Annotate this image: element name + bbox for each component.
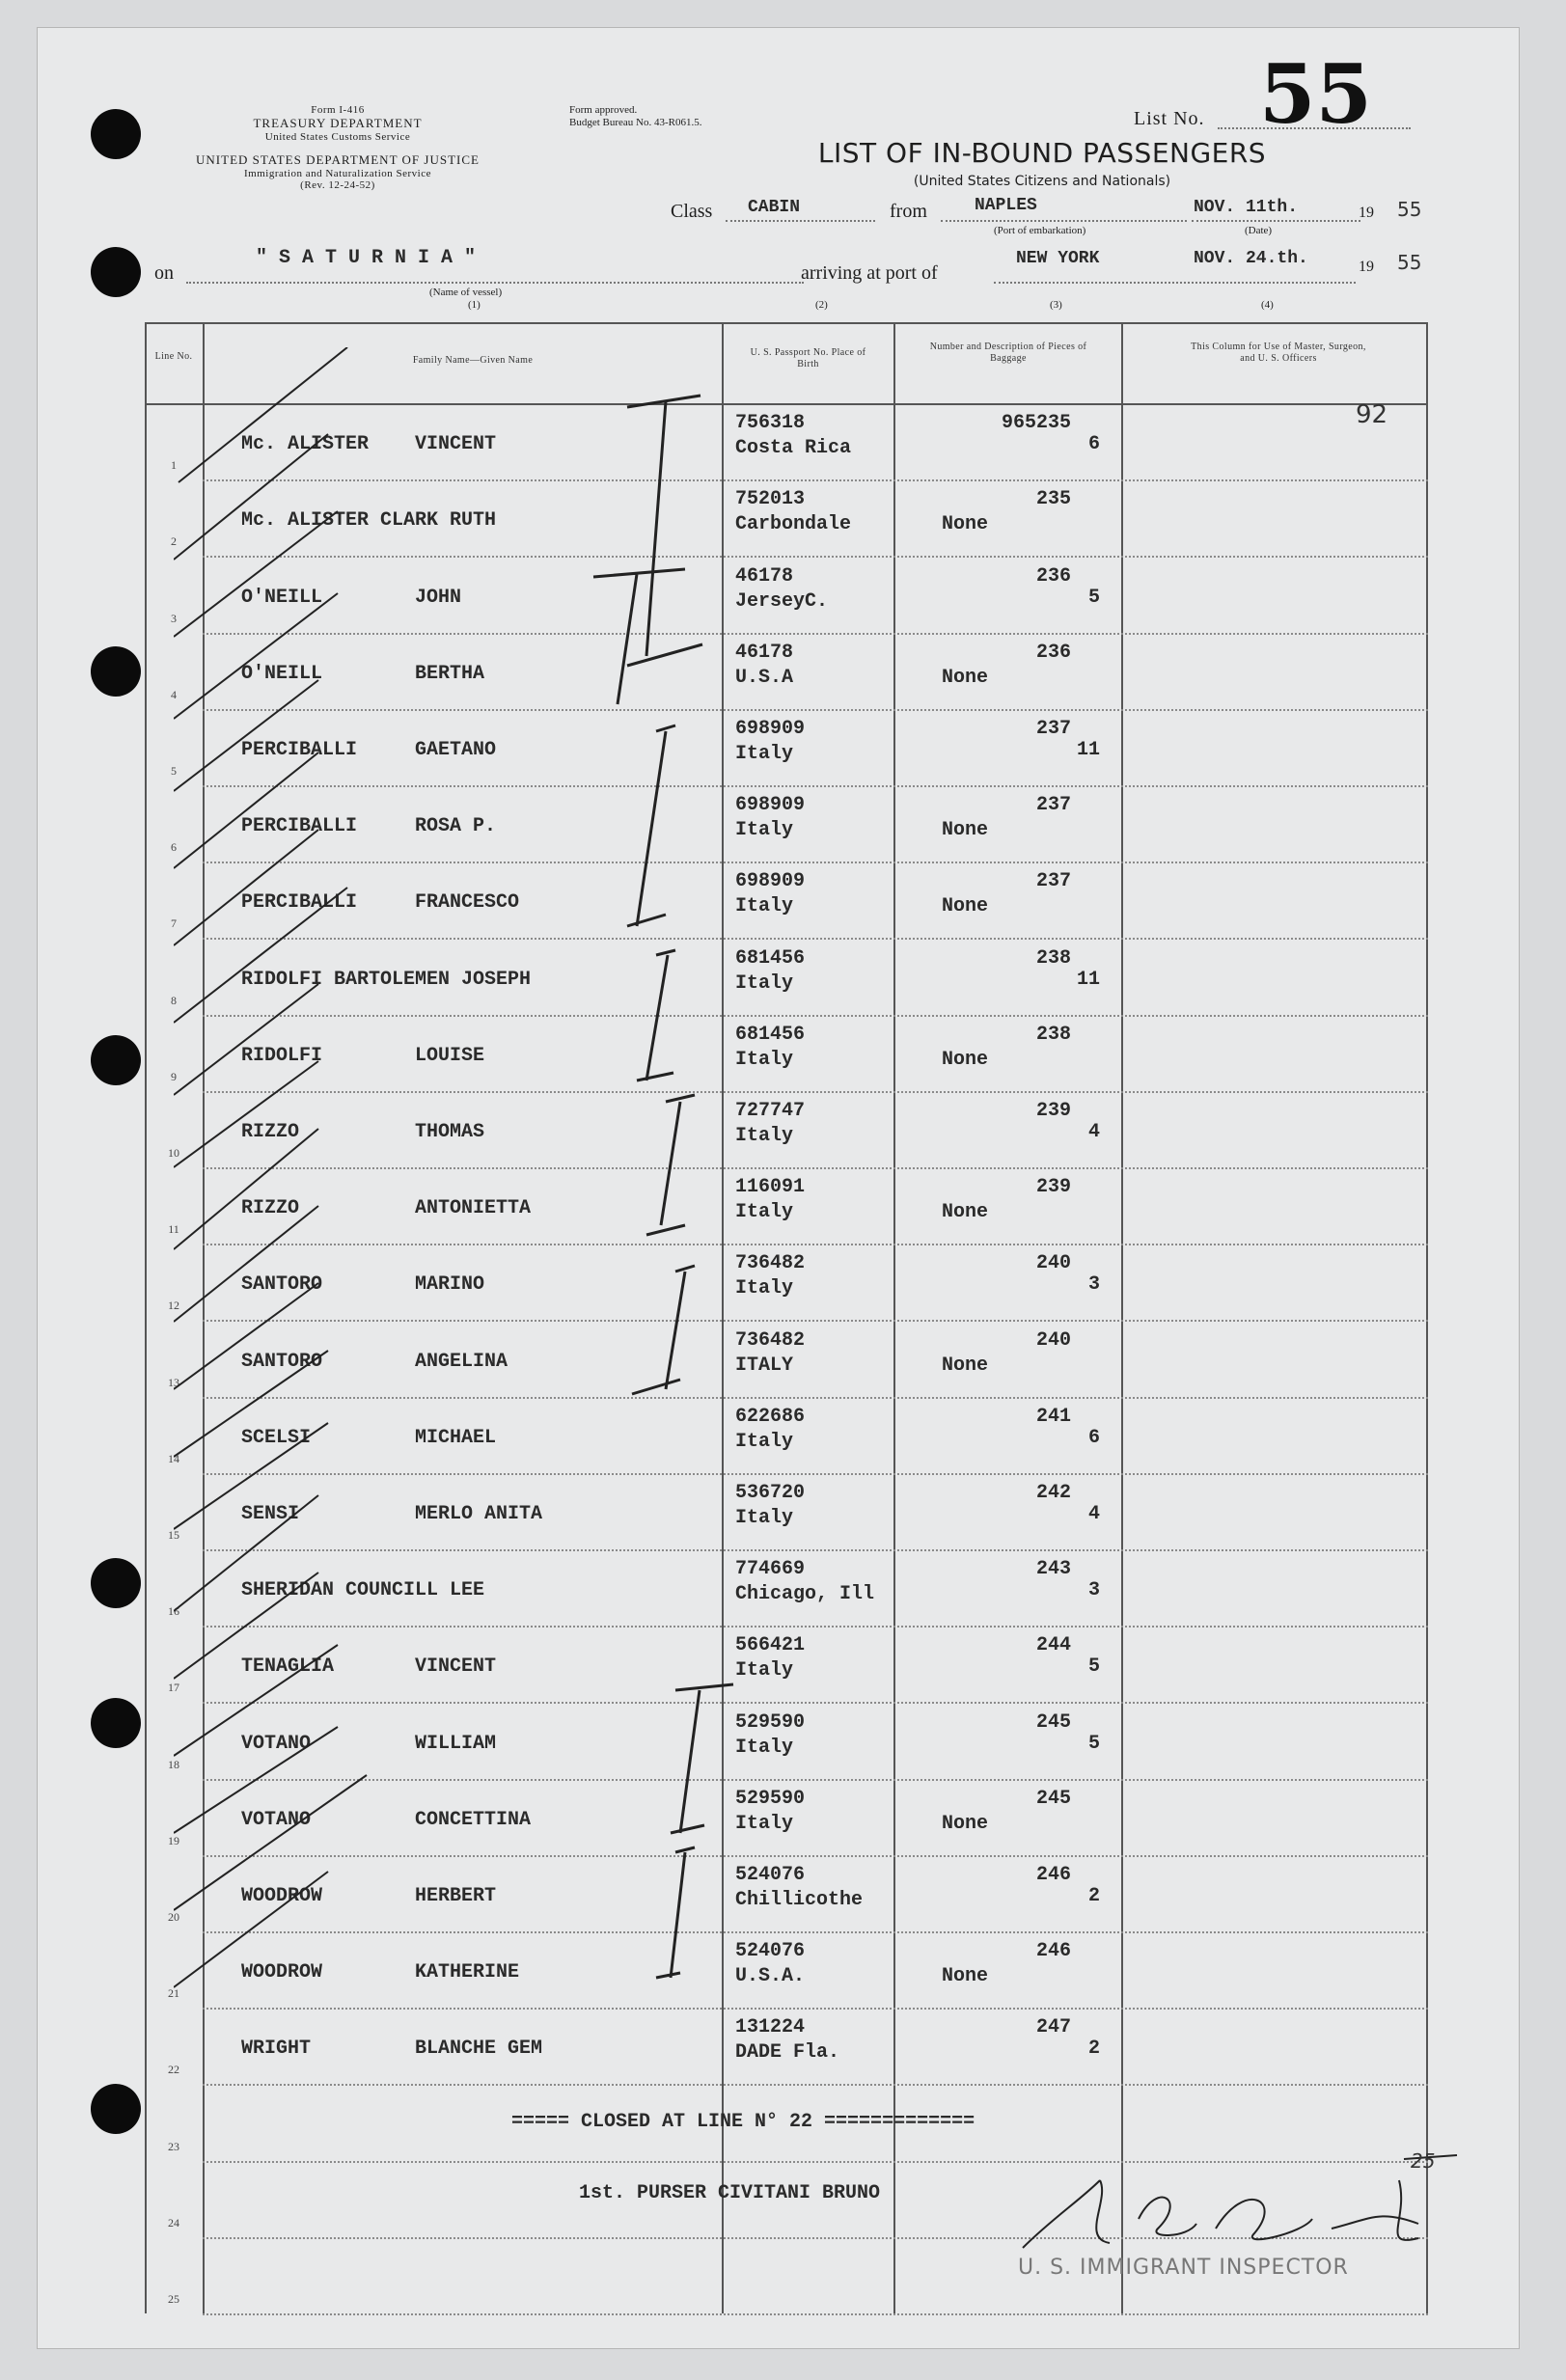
line-number: 3 (171, 611, 177, 625)
passenger-name: O'NEILL BERTHA (241, 662, 485, 685)
agency-block (135, 104, 540, 191)
from-value: NAPLES (975, 196, 1037, 215)
passport-number: 736482 (735, 1328, 806, 1352)
passport-number: 46178 (735, 564, 794, 588)
ins-service: Immigration and Naturalization Service (243, 168, 432, 179)
line-number: 21 (168, 1986, 179, 2001)
passport-number: 529590 (735, 1710, 806, 1734)
passenger-name: SENSI MERLO ANITA (241, 1503, 543, 1525)
passport-number: 524076 (735, 1864, 806, 1886)
form-approved: Form approved. (569, 104, 638, 116)
baggage-number: 238 (1035, 946, 1071, 970)
line-number: 8 (171, 993, 177, 1007)
place-of-birth: Italy (735, 895, 794, 918)
baggage-number: 237 (1035, 794, 1071, 817)
passport-number: 756318 (735, 412, 806, 435)
table-right-border (1426, 322, 1428, 2313)
passport-number: 698909 (735, 718, 806, 740)
baggage-description: None (942, 1812, 989, 1835)
line-number: 4 (171, 687, 177, 701)
baggage-number: 242 (1035, 1482, 1071, 1504)
closing-note: ===== CLOSED AT LINE N° 22 ============= (511, 2111, 975, 2133)
line-number: 11 (168, 1222, 179, 1237)
col4-caption: (4) (1261, 299, 1274, 311)
passport-number: 529590 (735, 1787, 806, 1810)
punch-hole (91, 1035, 141, 1085)
passenger-name: PERCIBALLI GAETANO (241, 739, 497, 761)
place-of-birth: ITALY (735, 1354, 794, 1377)
year-2: 55 (1397, 251, 1422, 274)
punch-hole (91, 1698, 141, 1748)
passenger-name: Mc. ALISTER VINCENT (241, 433, 497, 456)
baggage-number: 241 (1035, 1405, 1071, 1428)
passport-number: 698909 (735, 870, 806, 893)
baggage-description: None (942, 513, 989, 536)
table-left-border (145, 322, 147, 2313)
baggage-count: 5 (1087, 1655, 1100, 1679)
col2-caption: (2) (815, 299, 828, 311)
passport-number: 524076 (735, 1940, 806, 1963)
inspector-signature (965, 2142, 1486, 2267)
passenger-name: VOTANO CONCETTINA (241, 1808, 532, 1831)
baggage-number: 239 (1035, 1176, 1071, 1199)
baggage-number: 246 (1035, 1940, 1071, 1963)
date-caption: (Date) (1245, 225, 1273, 236)
baggage-count: 6 (1087, 1426, 1100, 1449)
line-number: 25 (168, 2292, 179, 2306)
passenger-name: RIZZO ANTONIETTA (241, 1197, 532, 1220)
place-of-birth: Italy (735, 1659, 794, 1682)
place-of-birth: Italy (735, 1736, 794, 1759)
passenger-name: WOODROW KATHERINE (241, 1961, 520, 1984)
arrival-port: NEW YORK (1016, 249, 1100, 268)
passenger-name: VOTANO WILLIAM (241, 1732, 497, 1755)
passenger-name: TENAGLIA VINCENT (241, 1655, 497, 1679)
port-line (994, 282, 1356, 284)
year-prefix-2: 19 (1359, 259, 1374, 275)
arriving-label: arriving at port of (801, 262, 938, 284)
punch-hole (91, 109, 141, 159)
from-line (941, 220, 1187, 222)
baggage-count: 4 (1087, 1121, 1100, 1143)
place-of-birth: JerseyC. (735, 589, 829, 613)
col-head-baggage: Number and Description of Pieces of Baggage (929, 342, 1087, 364)
baggage-count: 3 (1087, 1273, 1100, 1297)
page-title: LIST OF IN-BOUND PASSENGERS (817, 137, 1267, 169)
line-number: 16 (168, 1604, 179, 1619)
line-number: 10 (168, 1146, 179, 1160)
baggage-number: 243 (1035, 1558, 1071, 1581)
punch-hole (91, 646, 141, 697)
line-number: 20 (168, 1910, 179, 1924)
year-prefix-1: 19 (1359, 205, 1374, 221)
baggage-number: 236 (1035, 564, 1071, 588)
line-number: 18 (168, 1757, 179, 1771)
place-of-birth: Chillicothe (735, 1889, 864, 1911)
place-of-birth: Italy (735, 1812, 794, 1835)
col-divider-passport (893, 322, 895, 2313)
baggage-number: 236 (1035, 641, 1071, 664)
from-label: from (890, 201, 927, 222)
passenger-name: SANTORO ANGELINA (241, 1350, 508, 1373)
place-of-birth: Italy (735, 1048, 794, 1071)
passport-number: 566421 (735, 1634, 806, 1657)
list-no-label: List No. (1134, 108, 1205, 129)
date-embark: NOV. 11th. (1194, 198, 1299, 217)
table-top-border (145, 322, 1428, 324)
vessel-name: " S A T U R N I A " (256, 247, 477, 269)
punch-hole (91, 247, 141, 297)
passenger-name: SANTORO MARINO (241, 1273, 485, 1297)
inspector-title: U. S. IMMIGRANT INSPECTOR (1018, 2256, 1349, 2280)
date1-line (1192, 220, 1360, 222)
baggage-count: 11 (1076, 739, 1100, 761)
line-number: 24 (168, 2215, 179, 2230)
line-number: 13 (168, 1375, 179, 1389)
baggage-number: 239 (1035, 1100, 1071, 1122)
passport-number: 681456 (735, 1023, 806, 1046)
line-number: 5 (171, 764, 177, 778)
baggage-count: 6 (1087, 433, 1100, 456)
passport-number: 116091 (735, 1176, 806, 1199)
baggage-count: 2 (1087, 2038, 1100, 2061)
place-of-birth: Italy (735, 1277, 794, 1300)
place-of-birth: Italy (735, 1125, 794, 1147)
passport-number: 736482 (735, 1252, 806, 1275)
baggage-count: 5 (1087, 586, 1100, 609)
baggage-number: 247 (1035, 2016, 1071, 2039)
line-number: 7 (171, 916, 177, 931)
baggage-count: 5 (1087, 1732, 1100, 1755)
officer-note: 92 (1356, 400, 1388, 430)
passport-number: 752013 (735, 488, 806, 511)
vessel-caption: (Name of vessel) (429, 287, 503, 298)
passenger-name: WOODROW HERBERT (241, 1885, 497, 1907)
approval-block (569, 104, 820, 129)
baggage-number: 238 (1035, 1023, 1071, 1046)
col-divider-baggage (1121, 322, 1123, 2313)
list-number: 55 (1259, 46, 1372, 142)
baggage-number: 245 (1035, 1710, 1071, 1734)
page-subtitle: (United States Citizens and Nationals) (913, 174, 1171, 189)
date-arrival: NOV. 24.th. (1194, 249, 1308, 268)
baggage-number: 235 (1035, 488, 1071, 511)
line-number: 15 (168, 1528, 179, 1542)
passenger-name: SCELSI MICHAEL (241, 1426, 497, 1449)
line-number: 17 (168, 1681, 179, 1695)
baggage-description: None (942, 666, 989, 689)
purser-note: 1st. PURSER CIVITANI BRUNO (579, 2182, 881, 2204)
customs-service: United States Customs Service (264, 131, 411, 143)
place-of-birth: Italy (735, 1507, 794, 1529)
baggage-description: None (942, 1048, 989, 1071)
col-head-passport: U. S. Passport No. Place of Birth (750, 347, 866, 369)
baggage-number: 237 (1035, 870, 1071, 893)
passenger-name: PERCIBALLI FRANCESCO (241, 891, 520, 915)
passport-number: 131224 (735, 2016, 806, 2039)
place-of-birth: U.S.A. (735, 1965, 806, 1988)
baggage-description: None (942, 819, 989, 842)
baggage-number: 965235 (1001, 412, 1071, 435)
place-of-birth: Italy (735, 819, 794, 842)
place-of-birth: DADE Fla. (735, 2041, 840, 2065)
check-marks (579, 386, 772, 2026)
col-head-line: Line No. (154, 351, 193, 362)
place-of-birth: Italy (735, 1201, 794, 1224)
baggage-number: 244 (1035, 1634, 1071, 1657)
place-of-birth: Carbondale (735, 513, 852, 536)
vessel-line (186, 282, 804, 284)
place-of-birth: Italy (735, 971, 794, 995)
class-label: Class (671, 201, 713, 222)
passport-number: 536720 (735, 1482, 806, 1504)
place-of-birth: Costa Rica (735, 437, 852, 460)
baggage-description: None (942, 1965, 989, 1988)
place-of-birth: Italy (735, 1430, 794, 1453)
on-label: on (154, 262, 174, 284)
justice-dept: UNITED STATES DEPARTMENT OF JUSTICE (196, 152, 480, 167)
passport-number: 727747 (735, 1100, 806, 1122)
budget-number: Budget Bureau No. 43-R061.5. (569, 117, 702, 128)
form-number: Form I-416 (311, 104, 365, 116)
class-line (726, 220, 875, 222)
baggage-description: None (942, 1201, 989, 1224)
vessel-caption-num: (1) (468, 299, 481, 311)
baggage-number: 245 (1035, 1787, 1071, 1810)
baggage-count: 3 (1087, 1579, 1100, 1602)
punch-hole (91, 1558, 141, 1608)
line-number: 22 (168, 2063, 179, 2077)
passport-number: 774669 (735, 1558, 806, 1581)
port-embark-caption: (Port of embarkation) (994, 225, 1086, 236)
punch-hole (91, 2084, 141, 2134)
line-number: 12 (168, 1299, 179, 1313)
baggage-description: None (942, 895, 989, 918)
place-of-birth: Italy (735, 743, 794, 765)
passport-number: 46178 (735, 641, 794, 664)
passenger-name: PERCIBALLI ROSA P. (241, 815, 497, 838)
line-number: 14 (168, 1451, 179, 1465)
col-head-name: Family Name—Given Name (412, 355, 534, 366)
passenger-name: O'NEILL JOHN (241, 586, 462, 609)
line-number: 19 (168, 1833, 179, 1847)
place-of-birth: Chicago, Ill (735, 1583, 875, 1606)
passenger-name: RIDOLFI BARTOLEMEN JOSEPH (241, 968, 532, 991)
passenger-name: RIZZO THOMAS (241, 1121, 485, 1143)
line-number: 1 (171, 458, 177, 473)
baggage-count: 4 (1087, 1503, 1100, 1525)
baggage-number: 246 (1035, 1864, 1071, 1886)
year-1: 55 (1397, 198, 1422, 221)
row-divider (203, 2084, 1428, 2086)
place-of-birth: U.S.A (735, 666, 794, 689)
passport-number: 622686 (735, 1405, 806, 1428)
baggage-count: 2 (1087, 1885, 1100, 1907)
passport-number: 698909 (735, 794, 806, 817)
passenger-name: RIDOLFI LOUISE (241, 1044, 485, 1067)
signature-number: 25 (1411, 2149, 1436, 2173)
passenger-name: SHERIDAN COUNCILL LEE (241, 1579, 485, 1602)
col-head-officers: This Column for Use of Master, Surgeon, and U. S. Officers (1191, 342, 1366, 364)
line-number: 6 (171, 840, 177, 855)
diagonal-strokes (174, 347, 543, 2045)
baggage-number: 240 (1035, 1252, 1071, 1275)
row-divider (203, 2313, 1428, 2315)
baggage-description: None (942, 1354, 989, 1377)
treasury-dept: TREASURY DEPARTMENT (253, 116, 423, 130)
line-number: 9 (171, 1069, 177, 1083)
baggage-number: 237 (1035, 718, 1071, 740)
passenger-name: Mc. ALISTER CLARK RUTH (241, 509, 497, 533)
revision: (Rev. 12-24-52) (300, 179, 375, 191)
col3-caption: (3) (1050, 299, 1062, 311)
line-number: 2 (171, 534, 177, 549)
passport-number: 681456 (735, 946, 806, 970)
baggage-number: 240 (1035, 1328, 1071, 1352)
passenger-name: WRIGHT BLANCHE GEM (241, 2038, 543, 2061)
line-number: 23 (168, 2139, 179, 2153)
baggage-count: 11 (1076, 968, 1100, 991)
class-value: CABIN (748, 198, 801, 217)
